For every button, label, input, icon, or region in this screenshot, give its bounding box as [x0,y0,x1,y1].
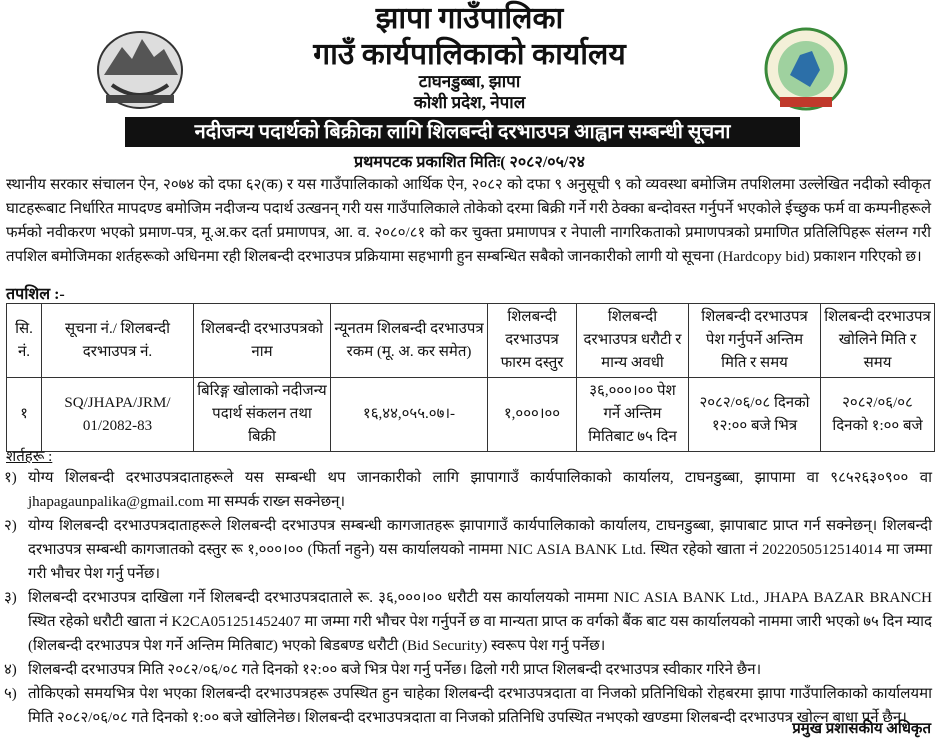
bid-table [6,303,935,452]
cell-form-fee: १,०००।०० [488,378,577,452]
table-row [7,378,935,452]
col-notice-no: सूचना नं./ शिलबन्दी दरभाउपत्र नं. [42,304,194,378]
term-number: ५) [4,686,17,702]
term-text: योग्य शिलबन्दी दरभाउपत्रदाताहरूले यस सम्बन्धी थप जानकारीको लागि झापागाउँ कार्यपालिकाको कार्यालय, टाघनडुब्बा, झापामा वा ९८५२६३०९०० वा jhapagaunpalika@gmail.com मा सम्पर्क राख्न सक्नेछन्। [28,470,932,510]
details-label: तपशिल :- [6,286,65,303]
address-line-2: कोशी प्रदेश, नेपाल [413,93,526,112]
term-number: १) [4,470,17,486]
term-number: ४) [4,662,17,678]
cell-sn: १ [7,378,42,452]
term-text: शिलबन्दी दरभाउपत्र मिति २०८२/०६/०८ गते दिनको १२:०० बजे भित्र पेश गर्नु पर्नेछ। ढिलो गरी प्राप्त शिलबन्दी दरभाउपत्र स्वीकार गरिने छैन। [28,662,762,678]
table-header-row [7,304,935,378]
col-sn: सि. नं. [7,304,42,378]
term-item [4,586,932,658]
cell-notice-no: SQ/JHAPA/JRM/ 01/2082-83 [42,378,194,452]
term-number: ३) [4,590,17,606]
col-deadline: शिलबन्दी दरभाउपत्र पेश गर्नुपर्ने अन्तिम मिति र समय [689,304,821,378]
cell-deposit: ३६,०००।०० पेश गर्ने अन्तिम मितिबाट ७५ दिन [577,378,689,452]
col-form-fee: शिलबन्दी दरभाउपत्र फारम दस्तुर [488,304,577,378]
signature-title: प्रमुख प्रशासकीय अधिकृत [792,721,931,737]
term-number: २) [4,518,17,534]
col-min-amount: न्यूनतम शिलबन्दी दरभाउपत्र रकम (मू. अ. कर समेत) [331,304,488,378]
cell-deadline: २०८२/०६/०८ दिनको १२:०० बजे भित्र [689,378,821,452]
term-item [4,514,932,586]
published-date: प्रथमपटक प्रकाशित मितिः( २०८२/०५/२४ [353,154,585,171]
col-name: शिलबन्दी दरभाउपत्रको नाम [194,304,331,378]
intro-paragraph: स्थानीय सरकार संचालन ऐन, २०७४ को दफा ६२(क) र यस गाउँपालिकाको आर्थिक ऐन, २०८२ को दफा ९ अनुसूची ९ को व्यवस्था बमोजिम तपशिलमा उल्लेखित नदीको स्वीकृत घाटहरूबाट निर्धारित मापदण्ड बमोजिम नदीजन्य पदार्थ उत्खनन् गरी यस गाउँपालिकाले तोकेको दरमा बिक्री गर्ने गरी ठेक्का बन्दोवस्त गर्नुपर्ने भएकोले ईच्छुक फर्म वा कम्पनीहरूले फर्मको नवीकरण भएको प्रमाण-पत्र, मू.अ.कर दर्ता प्रमाणपत्र, आ. व. २०८०/८१ को कर चुक्ता प्रमाणपत्र र नेपाली नागरिकताको प्रमाणपत्रको प्रमाणित प्रतिलिपिहरू संलग्न गरी तपशिल बमोजिमका शर्तहरूको अधिनमा रही शिलबन्दी दरभाउपत्र प्रक्रियामा सहभागी हुन सम्बन्धित सबैको जानकारीको लागी यो सूचना (Hardcopy bid) प्रकाशन गरिएको छ। [6,177,932,265]
term-item [4,658,932,682]
col-deposit: शिलबन्दी दरभाउपत्र धरौटी र मान्य अवधी [577,304,689,378]
term-text: योग्य शिलबन्दी दरभाउपत्रदाताहरूले शिलबन्दी दरभाउपत्र सम्बन्धी कागजातहरू झापागाउँ कार्यपालिकाको कार्यालय, टाघनडुब्बा, झापाबाट प्राप्त गर्न सक्नेछन्। शिलबन्दी दरभाउपत्र सम्बन्धी कागजातको दस्तुर रू १,०००।०० (फिर्ता नहुने) यस कार्यालयको नाममा NIC ASIA BANK Ltd. स्थित रहेको खाता नं 2022050512514014 मा जम्मा गरी भौचर पेश गर्नु पर्नेछ। [28,518,932,582]
title-municipality: झापा गाउँपालिका [375,2,564,35]
notice-banner: नदीजन्य पदार्थको बिक्रीका लागि शिलबन्दी दरभाउपत्र आह्वान सम्बन्धी सूचना [125,117,800,147]
address-line-1: टाघनडुब्बा, झापा [418,72,521,91]
title-office: गाउँ कार्यपालिकाको कार्यालय [313,38,626,71]
term-text: शिलबन्दी दरभाउपत्र दाखिला गर्ने शिलबन्दी दरभाउपत्रदाताले रू. ३६,०००।०० धरौटी यस कार्यालयको नाममा NIC ASIA BANK Ltd., JHAPA BAZAR BRANCH स्थित रहेको धरौटी खाता नं K2CA051251452407 मा जम्मा गरी भौचर पेश गर्नुपर्ने छ वा मान्यता प्राप्त क वर्गको बैंक बाट यस कार्यालयको नाममा जारी भएको ७५ दिन म्याद (शिलबन्दी दरभाउपत्र पेश गर्ने अन्तिम मितिबाट) भएको बिडबण्ड धरौटी (Bid Security) स्वरूप पेश गर्नु पर्नेछ। [28,590,932,654]
term-text: तोकिएको समयभित्र पेश भएका शिलबन्दी दरभाउपत्रहरू उपस्थित हुन चाहेका शिलबन्दी दरभाउपत्रदाता वा निजको प्रतिनिधिको रोहबरमा झापा गाउँपालिकाको कार्यालयमा मिति २०८२/०६/०८ गते दिनको १:०० बजे खोलिनेछ। शिलबन्दी दरभाउपत्रदाता वा निजको प्रतिनिधि उपस्थित नभएको खण्डमा शिलबन्दी दरभाउपत्र खोल्न बाधा पर्ने छैन। [28,686,932,726]
col-opening: शिलबन्दी दरभाउपत्र खोलिने मिति र समय [821,304,935,378]
terms-heading: शर्तहरू : [6,449,53,465]
cell-name: बिरिङ्ग खोलाको नदीजन्य पदार्थ संकलन तथा बिक्री [194,378,331,452]
cell-min-amount: १६,४४,०५५.०७।- [331,378,488,452]
term-item [4,466,932,514]
terms-list [4,466,932,730]
cell-opening: २०८२/०६/०८ दिनको १:०० बजे [821,378,935,452]
